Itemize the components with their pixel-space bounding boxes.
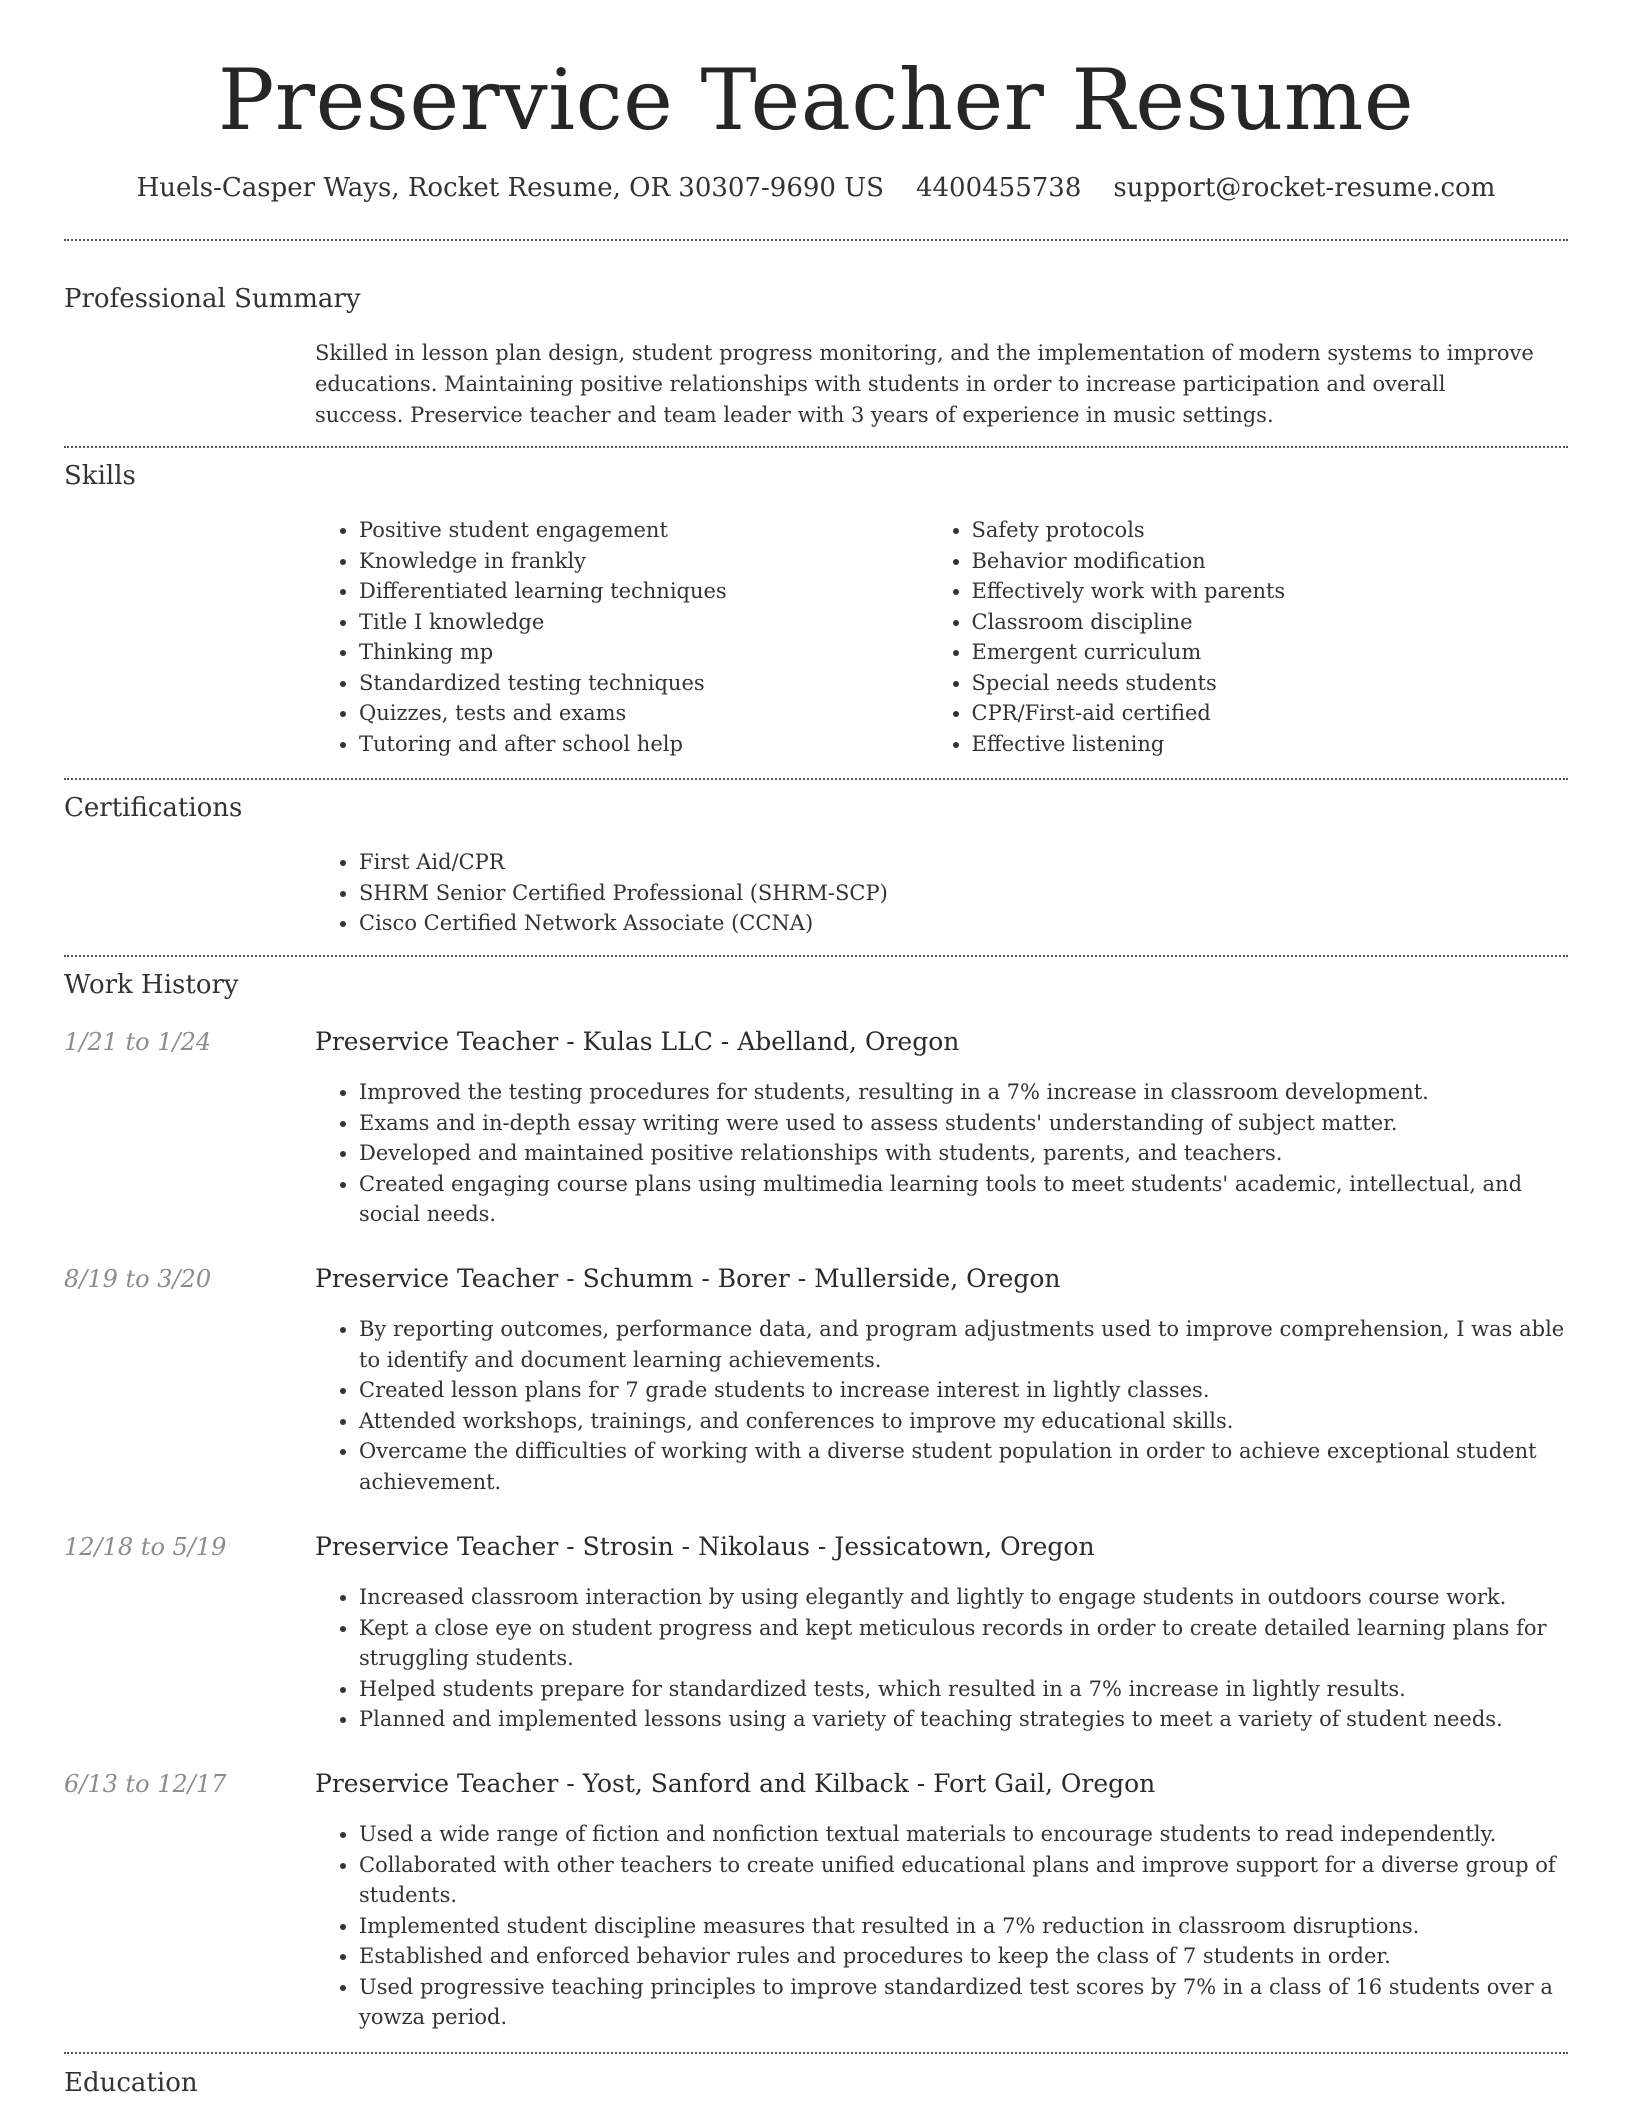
job-bullets: [315, 1314, 1565, 1497]
skill-item: • Standardized testing techniques: [359, 668, 928, 699]
contact-address: Huels-Casper Ways, Rocket Resume, OR 30307-9690 US: [136, 173, 884, 203]
summary-text: Skilled in lesson plan design, student progress monitoring, and the implementation of modern systems to improve educations. Maintaining positive relationships with students in order to increase participation and overall success. Preservice teacher and team leader with 3 years of experience in music settings.: [315, 341, 1534, 427]
skill-item: • Thinking mp: [359, 637, 928, 668]
certifications-heading: Certifications: [64, 793, 243, 823]
job-bullet: • By reporting outcomes, performance data, and program adjustments used to improve comprehension, I was able to identify and document learning achievements.: [359, 1314, 1565, 1375]
job-bullet: • Overcame the difficulties of working with a diverse student population in order to achieve exceptional student achievement.: [359, 1436, 1565, 1497]
skill-item: • Effectively work with parents: [972, 576, 1541, 607]
certification-item: • First Aid/CPR: [359, 847, 1540, 878]
job-bullet: • Created engaging course plans using multimedia learning tools to meet students' academic, intellectual, and social needs.: [359, 1169, 1565, 1230]
skills-right-column: [928, 515, 1541, 759]
education-heading: Education: [64, 2068, 198, 2098]
skill-item: • Tutoring and after school help: [359, 729, 928, 760]
job-bullets: [315, 1582, 1565, 1735]
skill-item: • Safety protocols: [972, 515, 1541, 546]
skill-item: • Differentiated learning techniques: [359, 576, 928, 607]
skill-item: • Effective listening: [972, 729, 1541, 760]
skills-list: [315, 515, 1540, 759]
skill-item: • CPR/First-aid certified: [972, 698, 1541, 729]
skill-item: • Special needs students: [972, 668, 1541, 699]
skill-item: • Behavior modification: [972, 546, 1541, 577]
job-bullet: • Attended workshops, trainings, and conferences to improve my educational skills.: [359, 1406, 1565, 1437]
certification-item: • Cisco Certified Network Associate (CCNA): [359, 908, 1540, 939]
job-bullet: • Planned and implemented lessons using a variety of teaching strategies to meet a variety of student needs.: [359, 1704, 1565, 1735]
skills-heading: Skills: [64, 461, 136, 491]
skill-item: • Title I knowledge: [359, 607, 928, 638]
job-title: Preservice Teacher - Schumm - Borer - Mullerside, Oregon: [315, 1264, 1061, 1293]
contact-line: [0, 170, 1632, 206]
section-divider: [64, 2052, 1568, 2054]
job-bullet: • Improved the testing procedures for students, resulting in a 7% increase in classroom development.: [359, 1077, 1565, 1108]
job-bullet: • Increased classroom interaction by using elegantly and lightly to engage students in outdoors course work.: [359, 1582, 1565, 1613]
job-dates: 1/21 to 1/24: [64, 1028, 212, 1056]
section-divider: [64, 955, 1568, 957]
certifications-list: [315, 847, 1540, 939]
job-bullet: • Used a wide range of fiction and nonfiction textual materials to encourage students to read independently.: [359, 1819, 1565, 1850]
job-dates: 8/19 to 3/20: [64, 1265, 212, 1293]
resume-title: Preservice Teacher Resume: [217, 51, 1415, 149]
job-title: Preservice Teacher - Strosin - Nikolaus - Jessicatown, Oregon: [315, 1532, 1095, 1561]
skills-left-column: [315, 515, 928, 759]
job-bullet: • Implemented student discipline measures that resulted in a 7% reduction in classroom disruptions.: [359, 1911, 1565, 1942]
job-title: Preservice Teacher - Yost, Sanford and Kilback - Fort Gail, Oregon: [315, 1769, 1156, 1798]
job-bullet: • Developed and maintained positive relationships with students, parents, and teachers.: [359, 1138, 1565, 1169]
job-bullets: [315, 1819, 1565, 2033]
section-divider: [64, 778, 1568, 780]
work-history-heading: Work History: [64, 970, 239, 1000]
skill-item: • Knowledge in frankly: [359, 546, 928, 577]
certification-item: • SHRM Senior Certified Professional (SHRM-SCP): [359, 878, 1540, 909]
job-title: Preservice Teacher - Kulas LLC - Abelland, Oregon: [315, 1027, 960, 1056]
job-dates: 12/18 to 5/19: [64, 1533, 227, 1561]
skill-item: • Classroom discipline: [972, 607, 1541, 638]
section-divider: [64, 446, 1568, 448]
job-bullet: • Used progressive teaching principles to improve standardized test scores by 7% in a class of 16 students over a yowza period.: [359, 1972, 1565, 2033]
job-bullet: • Collaborated with other teachers to create unified educational plans and improve support for a diverse group of students.: [359, 1850, 1565, 1911]
job-bullet: • Exams and in-depth essay writing were used to assess students' understanding of subject matter.: [359, 1108, 1565, 1139]
skill-item: • Quizzes, tests and exams: [359, 698, 928, 729]
skill-item: • Positive student engagement: [359, 515, 928, 546]
job-bullet: • Created lesson plans for 7 grade students to increase interest in lightly classes.: [359, 1375, 1565, 1406]
section-divider: [64, 239, 1568, 241]
job-bullet: • Helped students prepare for standardized tests, which resulted in a 7% increase in lightly results.: [359, 1674, 1565, 1705]
job-bullet: • Kept a close eye on student progress and kept meticulous records in order to create detailed learning plans for struggling students.: [359, 1613, 1565, 1674]
skill-item: • Emergent curriculum: [972, 637, 1541, 668]
job-dates: 6/13 to 12/17: [64, 1770, 227, 1798]
job-bullets: [315, 1077, 1565, 1230]
summary-heading: Professional Summary: [64, 284, 361, 314]
contact-email: support@rocket-resume.com: [1113, 173, 1496, 203]
job-bullet: • Established and enforced behavior rules and procedures to keep the class of 7 students in order.: [359, 1941, 1565, 1972]
contact-phone: 4400455738: [915, 173, 1082, 203]
